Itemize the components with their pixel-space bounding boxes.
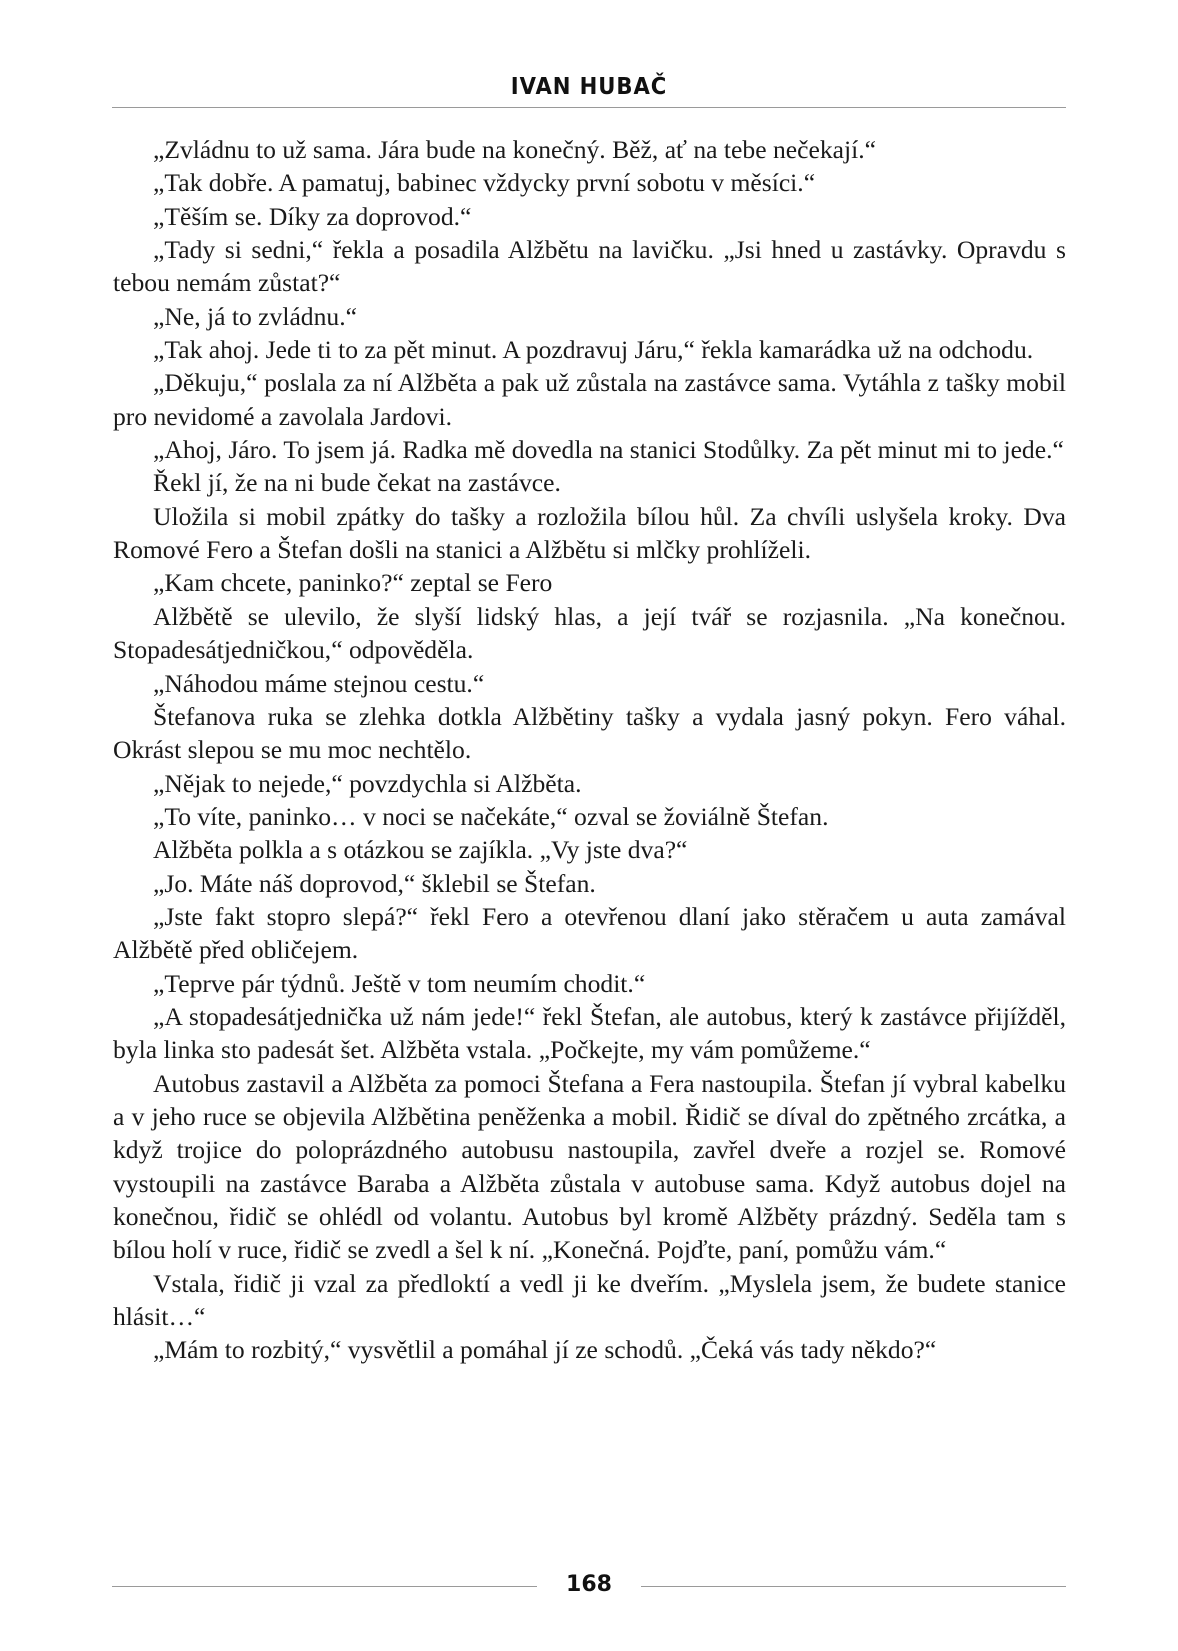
paragraph: „Teprve pár týdnů. Ještě v tom neumím chodit.“ <box>153 968 646 998</box>
footer-divider-left <box>112 1586 537 1587</box>
paragraph: „Tady si sedni,“ řekla a posadila Alžbětu na lavičku. „Jsi hned u zastávky. Opravdu s tebou nemám zůstat?“ <box>113 235 1066 298</box>
paragraph: „Jo. Máte náš doprovod,“ šklebil se Štefan. <box>153 868 596 898</box>
paragraph: „Jste fakt stopro slepá?“ řekl Fero a otevřenou dlaní jako stěračem u auta zamával Alžbětě před obličejem. <box>113 901 1066 965</box>
paragraph: „Náhodou máme stejnou cestu.“ <box>153 668 485 698</box>
paragraph: „A stopadesátjednička už nám jede!“ řekl Štefan, ale autobus, který k zastávce přijížděl, byla linka sto padesát šet. Alžběta vstala. „Počkejte, my vám pomůžeme.“ <box>113 1001 1066 1065</box>
footer-divider-right <box>641 1586 1066 1587</box>
body-text <box>113 133 1066 1367</box>
paragraph: „Těším se. Díky za doprovod.“ <box>153 201 472 231</box>
paragraph: Uložila si mobil zpátky do tašky a rozložila bílou hůl. Za chvíli uslyšela kroky. Dva Romové Fero a Štefan došli na stanici a Alžbětu si mlčky prohlíželi. <box>113 501 1066 565</box>
paragraph: „Tak dobře. A pamatuj, babinec vždycky první sobotu v měsíci.“ <box>153 168 816 198</box>
paragraph: Vstala, řidič ji vzal za předloktí a vedl ji ke dveřím. „Myslela jsem, že budete stanice hlásit…“ <box>113 1268 1066 1332</box>
paragraph: Řekl jí, že na ni bude čekat na zastávce. <box>153 468 561 498</box>
paragraph: „Nějak to nejede,“ povzdychla si Alžběta. <box>153 768 582 798</box>
paragraph: Autobus zastavil a Alžběta za pomoci Štefana a Fera nastoupila. Štefan jí vybral kabelku a v jeho ruce se objevila Alžbětina peněženka a mobil. Řidič se díval do zpětného zrcátka, a když trojice do poloprázdného autobusu nastoupila, zavřel dveře a rozjel se. Romové vystoupili na zastávce Baraba a Alžběta zůstala v autobuse sama. Když autobus dojel na konečnou, řidič se ohlédl od volantu. Autobus byl kromě Alžběty prázdný. Seděla tam s bílou holí v ruce, řidič se zvedl a šel k ní. „Konečná. Pojďte, paní, pomůžu vám.“ <box>113 1068 1066 1265</box>
paragraph: „Děkuju,“ poslala za ní Alžběta a pak už zůstala na zastávce sama. Vytáhla z tašky mobil pro nevidomé a zavolala Jardovi. <box>113 368 1066 431</box>
running-header-author: IVAN HUBAČ <box>510 74 668 100</box>
paragraph: Štefanova ruka se zlehka dotkla Alžbětiny tašky a vydala jasný pokyn. Fero váhal. Okrást slepou se mu moc nechtělo. <box>113 701 1066 765</box>
paragraph: „Mám to rozbitý,“ vysvětlil a pomáhal jí ze schodů. „Čeká vás tady někdo?“ <box>153 1335 937 1365</box>
paragraph: Alžbětě se ulevilo, že slyší lidský hlas, a její tvář se rozjasnila. „Na konečnou. Stopadesátjedničkou,“ odpověděla. <box>113 601 1066 665</box>
paragraph: „Ahoj, Járo. To jsem já. Radka mě dovedla na stanici Stodůlky. Za pět minut mi to jede.“ <box>153 435 1064 465</box>
paragraph: Alžběta polkla a s otázkou se zajíkla. „Vy jste dva?“ <box>153 835 688 865</box>
header-divider <box>112 107 1066 108</box>
paragraph: „Zvládnu to už sama. Jára bude na konečný. Běž, ať na tebe nečekají.“ <box>153 135 876 164</box>
paragraph: „Kam chcete, paninko?“ zeptal se Fero <box>153 568 553 598</box>
page-number: 168 <box>566 1572 612 1597</box>
paragraph: „To víte, paninko… v noci se načekáte,“ ozval se žoviálně Štefan. <box>153 801 829 831</box>
paragraph: „Ne, já to zvládnu.“ <box>153 301 357 331</box>
paragraph: „Tak ahoj. Jede ti to za pět minut. A pozdravuj Járu,“ řekla kamarádka už na odchodu. <box>153 335 1034 365</box>
